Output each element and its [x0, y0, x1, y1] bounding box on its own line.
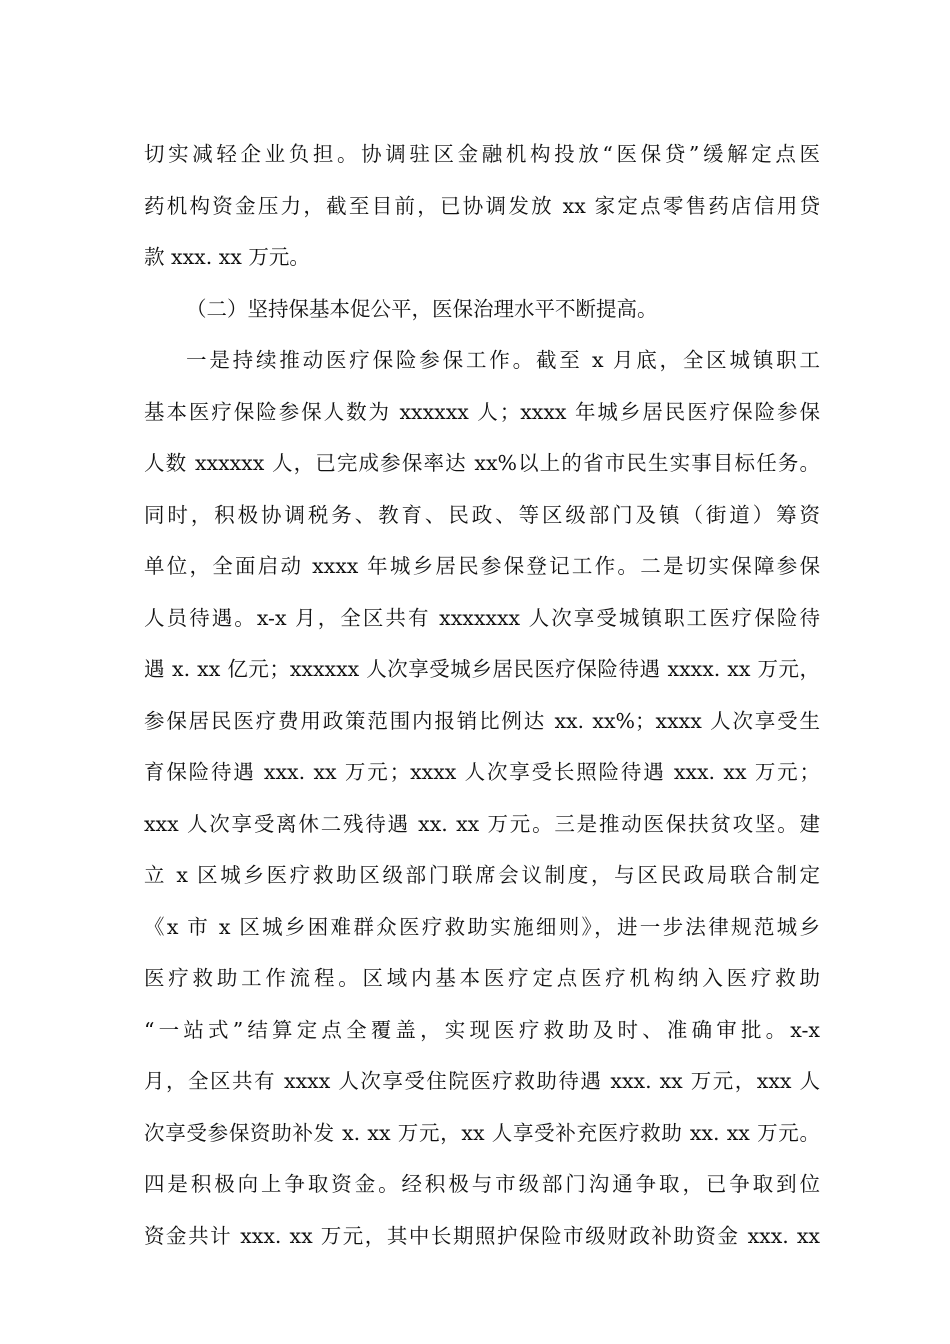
text-line: 资金共计 xxx. xx 万元，其中长期照护保险市级财政补助资金 xxx. xx	[144, 1223, 820, 1248]
text-line: 人数 xxxxxx 人，已完成参保率达 xx%以上的省市民生实事目标任务。	[144, 451, 820, 475]
text-line: 药机构资金压力，截至目前，已协调发放 xx 家定点零售药店信用贷	[144, 193, 820, 218]
text-line: 款 xxx. xx 万元。	[144, 245, 310, 269]
text-line: 育保险待遇 xxx. xx 万元；xxxx 人次享受长照险待遇 xxx. xx 万元；	[144, 760, 820, 784]
text-line: “一站式”结算定点全覆盖，实现医疗救助及时、准确审批。x-x	[144, 1017, 820, 1042]
text-line: 四是积极向上争取资金。经积极与市级部门沟通争取，已争取到位	[144, 1172, 820, 1196]
text-line: 一是持续推动医疗保险参保工作。截至 x 月底，全区城镇职工	[186, 348, 820, 372]
text-line: 次享受参保资助补发 x. xx 万元，xx 人享受补充医疗救助 xx. xx 万元。	[144, 1120, 820, 1145]
text-line: 月，全区共有 xxxx 人次享受住院医疗救助待遇 xxx. xx 万元，xxx 人	[144, 1069, 820, 1093]
text-line: 立 x 区城乡医疗救助区级部门联席会议制度，与区民政局联合制定	[144, 863, 820, 887]
text-line: 参保居民医疗费用政策范围内报销比例达 xx. xx%；xxxx 人次享受生	[144, 708, 820, 733]
text-line: 遇 x. xx 亿元；xxxxxx 人次享受城乡居民医疗保险待遇 xxxx. xx 万元，	[144, 657, 820, 681]
body-text	[144, 129, 820, 1262]
section-heading: （二）坚持保基本促公平，医保治理水平不断提高。	[186, 296, 658, 321]
text-line: xxx 人次享受离休二残待遇 xx. xx 万元。三是推动医保扶贫攻坚。建	[144, 811, 820, 836]
text-line: 同时，积极协调税务、教育、民政、等区级部门及镇（街道）筹资	[144, 502, 820, 527]
text-line: 基本医疗保险参保人数为 xxxxxx 人；xxxx 年城乡居民医疗保险参保	[144, 399, 820, 424]
text-line: 人员待遇。x-x 月，全区共有 xxxxxxx 人次享受城镇职工医疗保险待	[144, 605, 820, 630]
text-line: 《x 市 x 区城乡困难群众医疗救助实施细则》，进一步法律规范城乡	[144, 914, 820, 939]
text-line: 切实减轻企业负担。协调驻区金融机构投放“医保贷”缓解定点医	[144, 142, 820, 166]
text-line: 医疗救助工作流程。区域内基本医疗定点医疗机构纳入医疗救助	[144, 966, 820, 990]
text-line: 单位，全面启动 xxxx 年城乡居民参保登记工作。二是切实保障参保	[144, 554, 820, 578]
